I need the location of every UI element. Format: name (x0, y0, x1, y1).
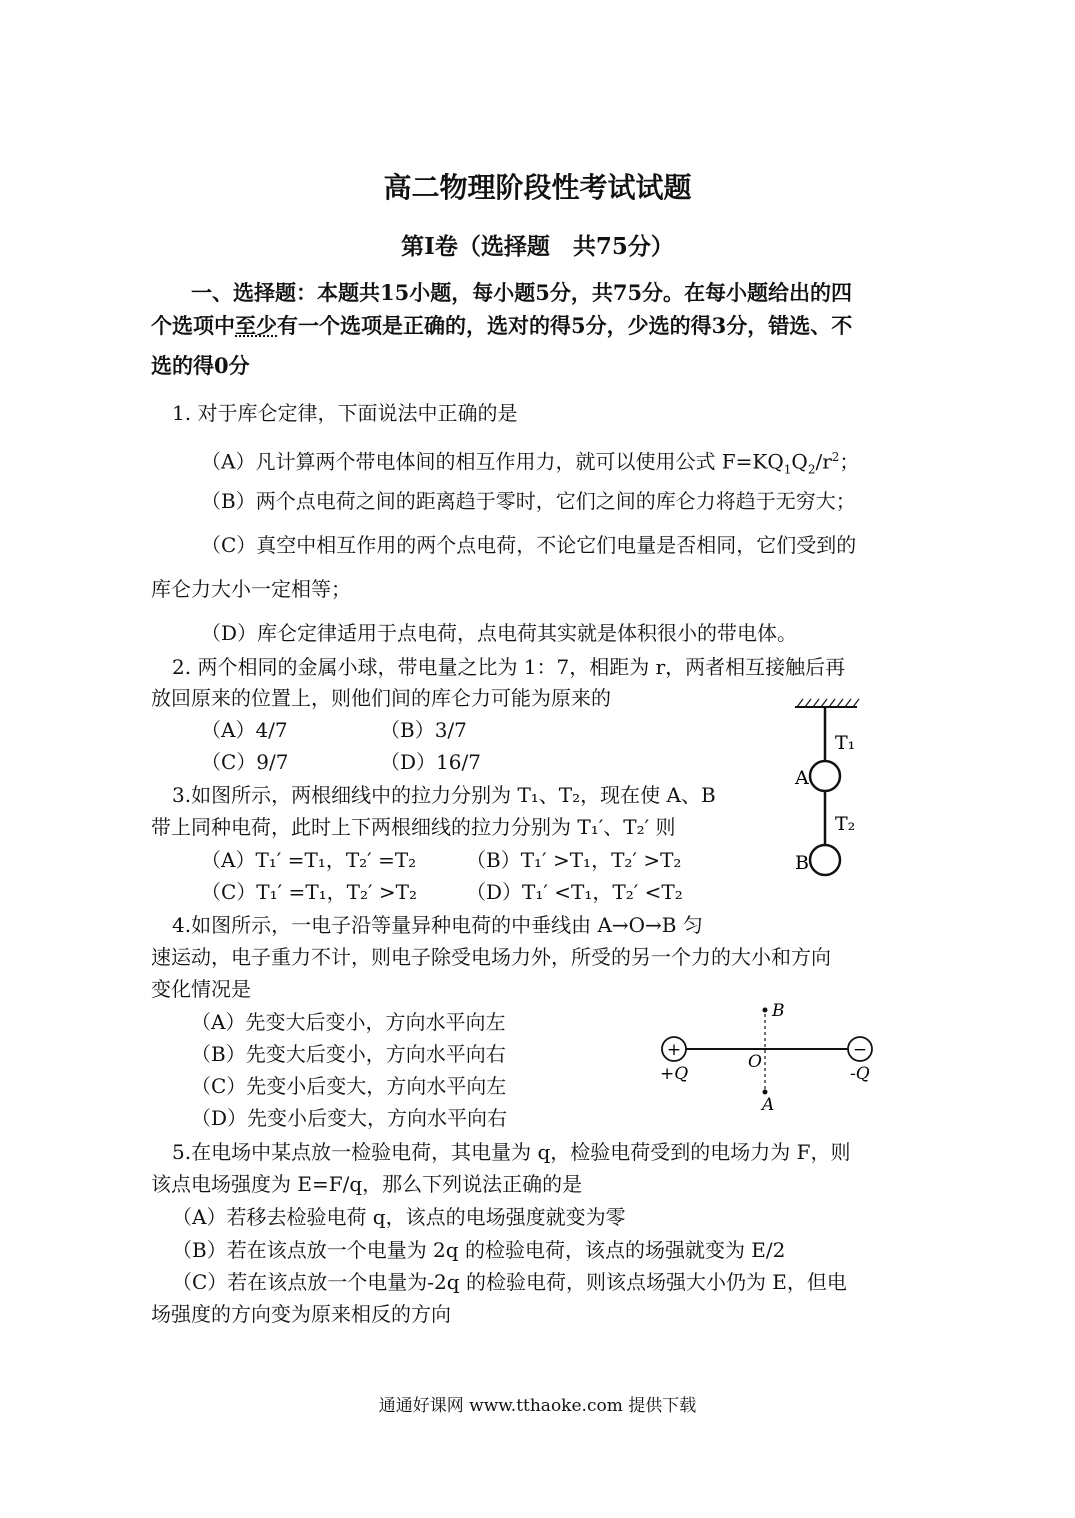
ball-b (810, 845, 840, 875)
q4-dipole-figure (650, 1000, 890, 1120)
instructions-line-2-pre: 个选项中 (151, 313, 235, 338)
point-b (763, 1008, 768, 1013)
q3-stem-line-2: 带上同种电荷，此时上下两根细线的拉力分别为 T₁′、T₂′ 则 (151, 815, 676, 839)
ball-a (810, 761, 840, 791)
instructions-line-3: 选的得0分 (151, 353, 250, 378)
q4-stem-line-2: 速运动，电子重力不计，则电子除受电场力外，所受的另一个力的大小和方向 (151, 945, 831, 969)
q1-option-b: （B）两个点电荷之间的距离趋于零时，它们之间的库仑力将趋于无穷大； (201, 489, 856, 513)
q4-stem-line-1: 4.如图所示，一电子沿等量异种电荷的中垂线由 A→O→B 匀 (172, 913, 703, 937)
instructions-line-2 (151, 312, 852, 340)
ceiling-hatch (795, 699, 859, 707)
q1-option-a-end: /r (815, 449, 832, 474)
q2-stem-line-1: 2. 两个相同的金属小球，带电量之比为 1：7，相距为 r，两者相互接触后再 (172, 655, 846, 679)
q5-stem-line-2: 该点电场强度为 E=F/q，那么下列说法正确的是 (151, 1172, 583, 1196)
q5-option-a: （A）若移去检验电荷 q，该点的电场强度就变为零 (172, 1205, 626, 1229)
label-a: A (795, 767, 809, 789)
label-t1: T₁ (835, 732, 856, 754)
q1-option-a-mid: Q (791, 449, 808, 474)
q4-option-a: （A）先变大后变小，方向水平向左 (191, 1010, 506, 1034)
label-negative-q: -Q (850, 1064, 870, 1084)
q2-stem-line-2: 放回原来的位置上，则他们间的库仑力可能为原来的 (151, 686, 611, 710)
q2-option-b: （B）3/7 (380, 718, 467, 742)
label-positive-q: +Q (660, 1064, 689, 1084)
q4-option-b: （B）先变大后变小，方向水平向右 (191, 1042, 506, 1066)
label-t2: T₂ (835, 813, 856, 835)
q5-option-b: （B）若在该点放一个电量为 2q 的检验电荷，该点的场强就变为 E/2 (172, 1238, 786, 1262)
q1-option-a (201, 443, 859, 484)
q3-stem-line-1: 3.如图所示，两根细线中的拉力分别为 T₁、T₂，现在使 A、B (172, 783, 716, 807)
q1-option-a-text: （A）凡计算两个带电体间的相互作用力，就可以使用公式 F=KQ (201, 449, 784, 474)
label-o: O (748, 1052, 762, 1072)
q1-stem: 1. 对于库仑定律，下面说法中正确的是 (172, 401, 518, 425)
q2-option-c: （C）9/7 (201, 750, 289, 774)
q3-option-c: （C）T₁′ =T₁，T₂′ >T₂ (201, 880, 418, 904)
label-a: A (762, 1095, 775, 1115)
q4-option-d: （D）先变小后变大，方向水平向右 (191, 1106, 508, 1130)
minus-sign: − (852, 1040, 868, 1060)
q3-pendulum-figure (785, 693, 875, 883)
q1-option-a-tail: ； (839, 449, 860, 474)
instructions-line-2-post: 有一个选项是正确的，选对的得5分，少选的得3分，错选、不 (277, 313, 853, 338)
q3-option-a: （A）T₁′ =T₁，T₂′ =T₂ (201, 848, 417, 872)
q1-option-d: （D）库仑定律适用于点电荷，点电荷其实就是体积很小的带电体。 (201, 621, 798, 645)
section-subtitle: 第Ⅰ卷（选择题 共75分） (401, 233, 674, 260)
q1-sub-2: 2 (807, 462, 816, 477)
footer-credit: 通通好课网 www.tthaoke.com 提供下载 (378, 1396, 697, 1416)
instructions-line-1: 一、选择题：本题共15小题，每小题5分，共75分。在每小题给出的四 (191, 280, 853, 305)
q4-stem-line-3: 变化情况是 (151, 977, 251, 1001)
q1-sup: 2 (831, 450, 840, 464)
page-title: 高二物理阶段性考试试题 (383, 171, 692, 204)
q2-option-d: （D）16/7 (380, 750, 481, 774)
q5-stem-line-1: 5.在电场中某点放一检验电荷，其电量为 q，检验电荷受到的电场力为 F，则 (172, 1140, 851, 1164)
q1-option-c-line-1: （C）真空中相互作用的两个点电荷，不论它们电量是否相同，它们受到的 (201, 533, 857, 557)
q2-option-a: （A）4/7 (201, 718, 288, 742)
label-b: B (795, 852, 809, 874)
q1-option-c-line-2: 库仑力大小一定相等； (151, 577, 351, 601)
point-a (763, 1090, 768, 1095)
q5-option-c-line-2: 场强度的方向变为原来相反的方向 (151, 1302, 451, 1326)
q3-option-d: （D）T₁′ <T₁，T₂′ <T₂ (466, 880, 683, 904)
instructions-emphasis: 至少 (235, 313, 277, 338)
plus-sign: + (666, 1040, 682, 1060)
q4-option-c: （C）先变小后变大，方向水平向左 (191, 1074, 507, 1098)
q1-sub-1: 1 (783, 462, 792, 477)
label-b: B (772, 1001, 785, 1021)
q3-option-b: （B）T₁′ >T₁，T₂′ >T₂ (466, 848, 682, 872)
q5-option-c-line-1: （C）若在该点放一个电量为-2q 的检验电荷，则该点场强大小仍为 E，但电 (172, 1270, 847, 1294)
